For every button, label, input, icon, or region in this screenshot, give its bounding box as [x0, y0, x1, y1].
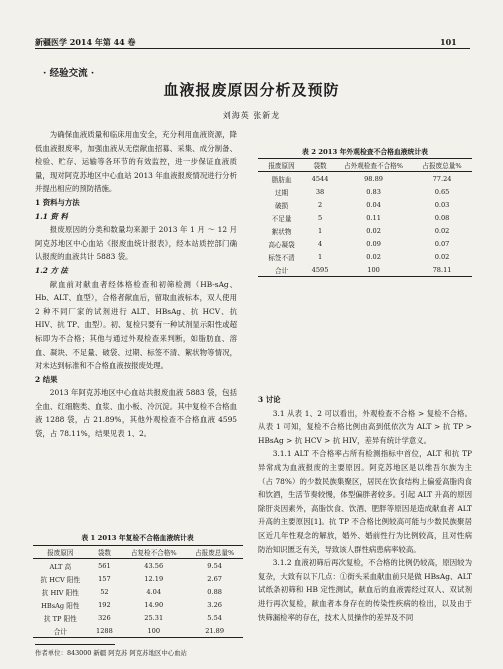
- table-row: [258, 250, 472, 263]
- table-cell: 43.56: [144, 561, 164, 570]
- footnote-rule: [35, 644, 115, 645]
- table-cell: 25.31: [144, 613, 164, 622]
- table-cell: 合计: [33, 624, 88, 638]
- table-header-cell: 占外观检查不合格%: [335, 159, 412, 172]
- table-cell: 抗 HIV 阳性: [41, 588, 79, 597]
- table-cell: 77.24: [432, 174, 452, 183]
- materials-paragraph: 报废原因的分类和数量均来源于 2013 年 1 月 ～ 12 月阿克苏地区中心血站《报废血统计报表》，经本站质控部门确认报废的血液共计 5883 袋。: [35, 225, 237, 262]
- table-cell: 52: [100, 587, 109, 596]
- table-cell: 1: [317, 226, 323, 235]
- table1: [33, 545, 243, 638]
- table-cell: 14.90: [144, 600, 164, 609]
- table-cell: 100: [335, 263, 412, 277]
- table-cell: 0.83: [366, 187, 381, 196]
- table-cell: 0.02: [434, 226, 450, 235]
- table-cell: 抗 TP 阳性: [43, 614, 77, 623]
- heading-materials: 1.1 资 料: [35, 211, 68, 221]
- table-cell: 1: [317, 252, 323, 261]
- table-cell: 1288: [88, 624, 122, 638]
- table-cell: HBsAg 阳性: [41, 601, 80, 610]
- table-row: [33, 598, 243, 611]
- table-total-row: [33, 624, 243, 638]
- right-column: [258, 393, 472, 624]
- discussion-paragraph-3-1: 3.1 从表 1、2 可以看出，外观检查不合格 > 复检不合格。从表 1 可知，复检不合格比例由高到低依次为 ALT > 抗 TP > HBsAg > 抗 HCV > 抗 HIV，差异有统计学意义。: [258, 408, 472, 445]
- table-cell: ALT 高: [49, 562, 72, 571]
- table-cell: 192: [98, 600, 111, 609]
- table-header-cell: 占报废总量%: [186, 546, 243, 559]
- left-column: [35, 128, 237, 441]
- table-cell: 78.11: [412, 263, 472, 277]
- intro-paragraph: 为确保血液质量和临床用血安全，充分利用血液资源，降低血液报废率，加强血液从无偿献血招募、采集、成分制备、检验、贮存、运输等各环节的有效监控，进一步保证血液质量，现对阿克苏地区中心血站 2013 年血液报废情况进行分析并提出相应的预防措施。: [35, 130, 237, 194]
- table-cell: 38: [315, 187, 325, 196]
- table-cell: 3.26: [207, 600, 222, 609]
- table-cell: 0.09: [366, 239, 381, 248]
- table-row: [258, 237, 472, 250]
- discussion-paragraph-3-1-1: 3.1.1 ALT 不合格率占所有检测指标中首位，ALT 和抗 TP 异常成为血液报废的主要原因。阿克苏地区是以维吾尔族为主（占 78%）的少数民族集聚区，居民在饮食结构上偏爱高脂肉食和饮酒，生活节奏较慢，体型偏胖者较多。引起 ALT 升高的原因除肝炎因素外，高脂饮食、饮酒、肥胖等原因是造成献血者 ALT 升高的主要原因[1]。抗 TP 不合格比例较高可能与少数民族聚居区近几年性观念的解放，婚外、婚前性行为比例较高，且对性病防治知识匮乏有关，导致该人群性病患病率较高。: [258, 449, 472, 554]
- table-cell: 0.88: [207, 587, 222, 596]
- table-total-row: [258, 263, 472, 277]
- discussion-paragraph-3-1-2: 3.1.2 血液初筛后再次复检，不合格的比例仍较高，原因较为复杂，大致有以下几点：①街头采血献血前只是做 HBsAg、ALT 试纸条初筛和 HB 定性测试，献血后的血液需经过双人、双试剂进行再次复检，献血者本身存在的传染性疾病的检出，以及由于快筛漏检率的存在，技术人员操作的差异及不同: [258, 558, 472, 622]
- table-cell: 4: [317, 239, 323, 248]
- table-cell: 326: [98, 613, 111, 622]
- table-row: [258, 198, 472, 211]
- article-title: 血液报废原因分析及预防: [163, 81, 340, 99]
- table-cell: 0.11: [366, 213, 381, 222]
- table-cell: 4544: [311, 174, 329, 183]
- section-label: · 经验交流 ·: [43, 68, 95, 79]
- table-cell: 高心凝袋: [268, 240, 295, 249]
- table-cell: 5: [317, 213, 323, 222]
- table-row: [33, 559, 243, 573]
- table-header-cell: 占报废总量%: [412, 159, 472, 172]
- table-header-cell: 报废原因: [33, 546, 88, 559]
- table-cell: 98.89: [364, 174, 383, 183]
- table2: [258, 158, 472, 277]
- table-cell: 脂肪血: [271, 175, 292, 184]
- table-cell: 0.02: [366, 252, 381, 261]
- table-header-cell: 袋数: [88, 546, 122, 559]
- journal-header: 新疆医学 2014 年第 44 卷: [35, 37, 136, 47]
- table-cell: 12.19: [144, 574, 164, 583]
- table-cell: 破损: [274, 201, 289, 210]
- table-cell: 9.54: [207, 561, 222, 570]
- table-row: [33, 611, 243, 624]
- table-cell: 4.04: [146, 587, 162, 596]
- table-row: [258, 211, 472, 224]
- table-cell: 4595: [305, 263, 335, 277]
- heading-discussion: 3 讨论: [258, 395, 281, 404]
- table-row: [33, 585, 243, 598]
- table-cell: 0.02: [434, 252, 450, 261]
- table-cell: 2: [317, 200, 323, 209]
- author-affiliation-footnote: 作者单位：843000 新疆 阿克苏 阿克苏地区中心血站: [35, 649, 187, 657]
- table-header-cell: 占复检不合格%: [121, 546, 186, 559]
- table-row: [258, 224, 472, 237]
- heading-materials-methods: 1 资料与方法: [35, 197, 80, 207]
- table-row: [258, 172, 472, 186]
- header-rule: [35, 48, 470, 49]
- table-cell: 过期: [274, 188, 289, 197]
- table-cell: 0.65: [434, 187, 450, 196]
- table-header-row: [33, 546, 243, 559]
- table-cell: 絮状物: [271, 227, 292, 236]
- table-cell: 不足量: [271, 214, 292, 223]
- table-header-row: [258, 159, 472, 172]
- table-cell: 100: [121, 624, 186, 638]
- table-header-cell: 袋数: [305, 159, 335, 172]
- table-cell: 0.04: [366, 200, 381, 209]
- table-cell: 561: [98, 561, 111, 570]
- table-cell: 标签不清: [268, 253, 295, 262]
- table2-caption: 表 2 2013 年外观检查不合格血液统计表: [302, 148, 428, 156]
- table-row: [258, 185, 472, 198]
- table-cell: 抗 HCV 阳性: [40, 575, 81, 584]
- results-paragraph: 2013 年阿克苏地区中心血站共报废血液 5883 袋，包括全血、红细胞类、血浆、血小板、冷沉淀。其中复检不合格血液 1288 袋，占 21.89%，其他外观检查不合格血液 4595 袋，占 78.11%，结果见表 1、2。: [35, 388, 237, 439]
- table-cell: 2.67: [207, 574, 222, 583]
- table-cell: 21.89: [186, 624, 243, 638]
- heading-results: 2 结果: [35, 374, 58, 384]
- table-cell: 5.54: [207, 613, 222, 622]
- table-cell: 0.07: [434, 239, 450, 248]
- page-number: 101: [440, 37, 457, 47]
- methods-paragraph: 献血前对献血者经体格检查和初筛检测（HB-sAg、Hb、ALT、血型），合格者献血后，留取血液标本，双人使用 2 种不同厂家的试剂进行 ALT、HBsAg、抗 HCV、抗 HIV、抗 TP、血型）。初、复检只要有一种试剂显示阳性或超标即为不合格；其他与通过外观检查来判断，如脂肪血、溶血、凝块、不足量、破袋、过期、标签不清、絮状物等情况，对未达到标准和不合格血液按报废处理。: [35, 279, 237, 371]
- table1-caption: 表 1 2013 年复检不合格血液统计表: [81, 534, 194, 542]
- table-cell: 合计: [258, 263, 305, 277]
- table-header-cell: 报废原因: [258, 159, 305, 172]
- table-cell: 157: [98, 574, 111, 583]
- table-cell: 0.08: [434, 213, 450, 222]
- table-cell: 0.02: [366, 226, 381, 235]
- table-row: [33, 572, 243, 585]
- article-authors: 刘海英 张新龙: [222, 111, 281, 120]
- heading-methods: 1.2 方 法: [35, 265, 68, 275]
- table-cell: 0.03: [434, 200, 450, 209]
